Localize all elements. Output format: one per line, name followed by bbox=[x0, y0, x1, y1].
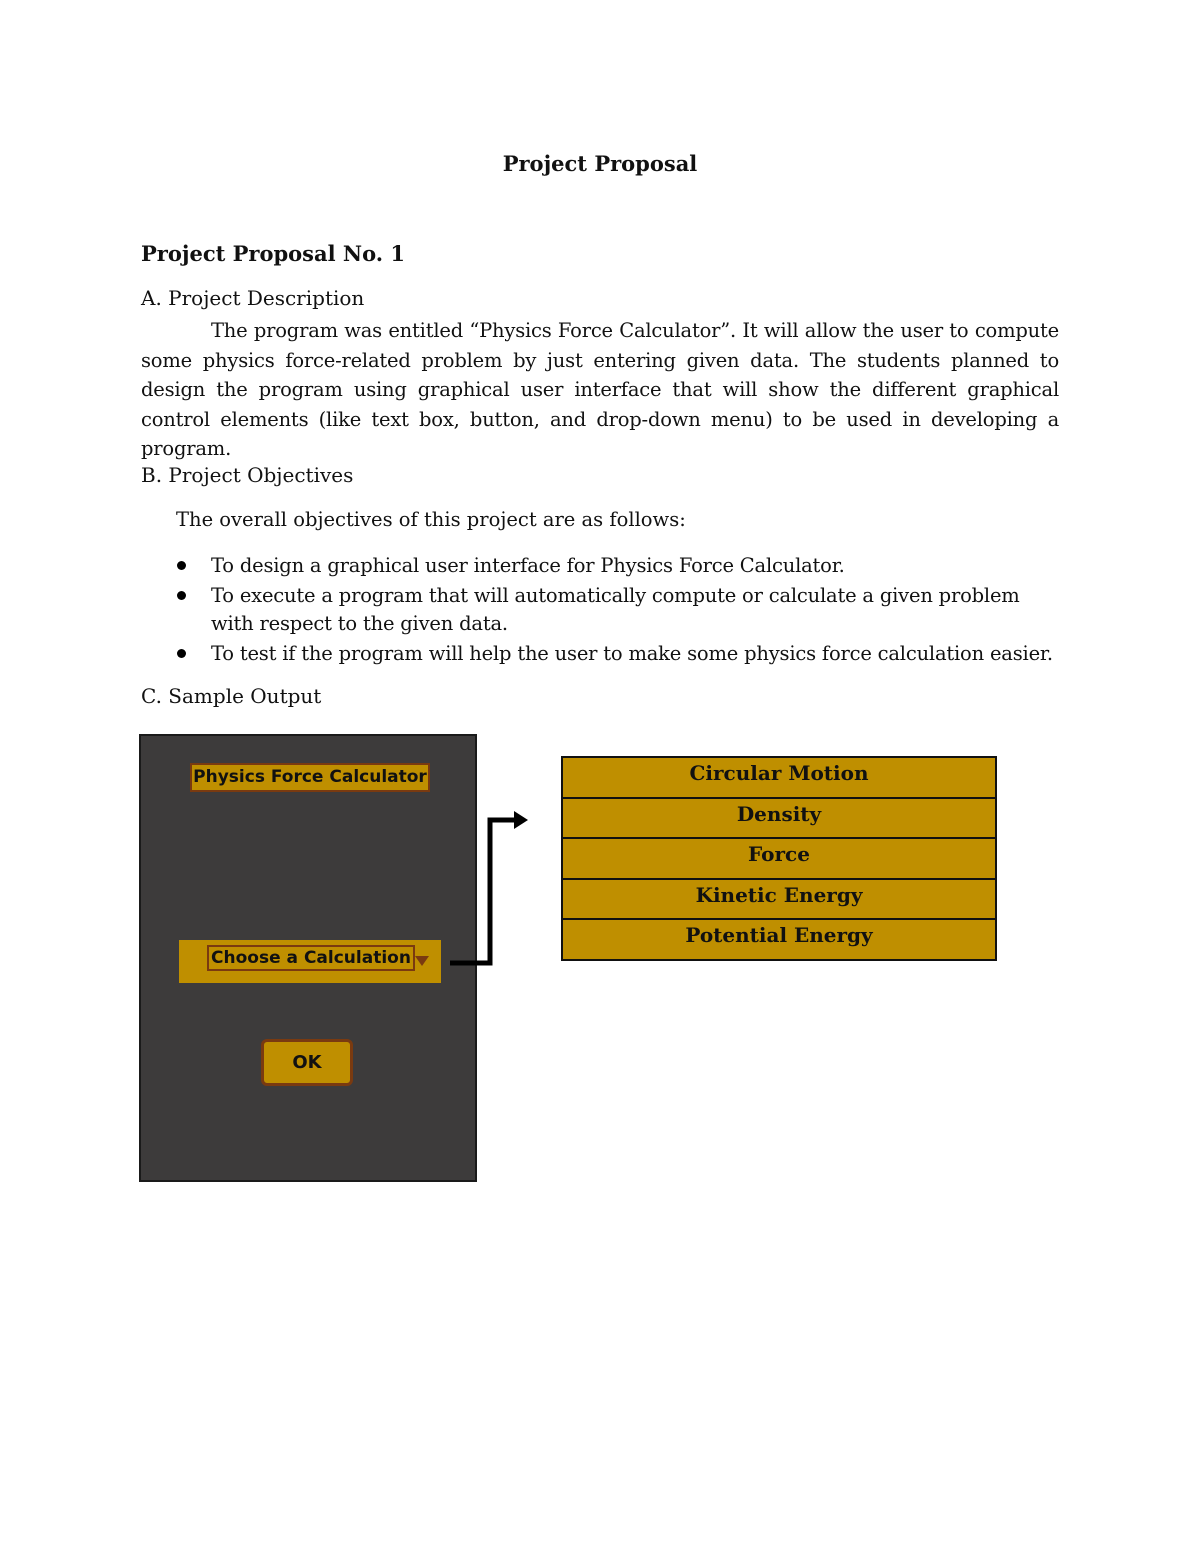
dropdown-option[interactable]: Potential Energy bbox=[685, 923, 873, 947]
sample-app-window bbox=[139, 734, 477, 1182]
section-a-heading: A. Project Description bbox=[141, 286, 365, 310]
dropdown-label: Choose a Calculation bbox=[207, 945, 415, 971]
calculation-dropdown[interactable] bbox=[179, 940, 441, 983]
objective-text: To execute a program that will automatically compute or calculate a given problem with respect to the given data. bbox=[211, 583, 1020, 635]
bullet-icon bbox=[177, 561, 186, 570]
proposal-number-heading: Project Proposal No. 1 bbox=[141, 241, 405, 266]
dropdown-option[interactable]: Kinetic Energy bbox=[563, 880, 995, 921]
dropdown-option[interactable]: Force bbox=[563, 839, 995, 880]
project-description-paragraph: The program was entitled “Physics Force Calculator”. It will allow the user to compute some physics force-related problem by just entering given data. The students planned to design the program using graphical user interface that will show the different graphical control elements (like text box, button, and drop-down menu) to be used in developing a program. bbox=[141, 319, 1059, 460]
page-title: Project Proposal bbox=[502, 151, 698, 176]
section-b-heading: B. Project Objectives bbox=[141, 463, 354, 487]
objective-item bbox=[176, 640, 1060, 669]
app-title: Physics Force Calculator bbox=[190, 763, 430, 792]
ok-button[interactable]: OK bbox=[261, 1039, 353, 1086]
objectives-list bbox=[176, 552, 1060, 669]
objectives-intro: The overall objectives of this project are as follows: bbox=[176, 508, 686, 531]
objective-text: To test if the program will help the user to make some physics force calculation easier. bbox=[211, 641, 1053, 665]
dropdown-options-list bbox=[561, 756, 997, 961]
section-c-heading: C. Sample Output bbox=[141, 684, 322, 708]
objective-text: To design a graphical user interface for Physics Force Calculator. bbox=[211, 554, 845, 577]
bullet-icon bbox=[177, 649, 186, 658]
bullet-icon bbox=[177, 591, 186, 600]
objective-item bbox=[176, 582, 1060, 639]
dropdown-option[interactable]: Density bbox=[563, 799, 995, 840]
connector-arrow-icon bbox=[448, 806, 532, 968]
chevron-down-icon[interactable] bbox=[415, 956, 429, 966]
dropdown-option[interactable]: Circular Motion bbox=[563, 758, 995, 799]
objective-item bbox=[176, 552, 1060, 581]
